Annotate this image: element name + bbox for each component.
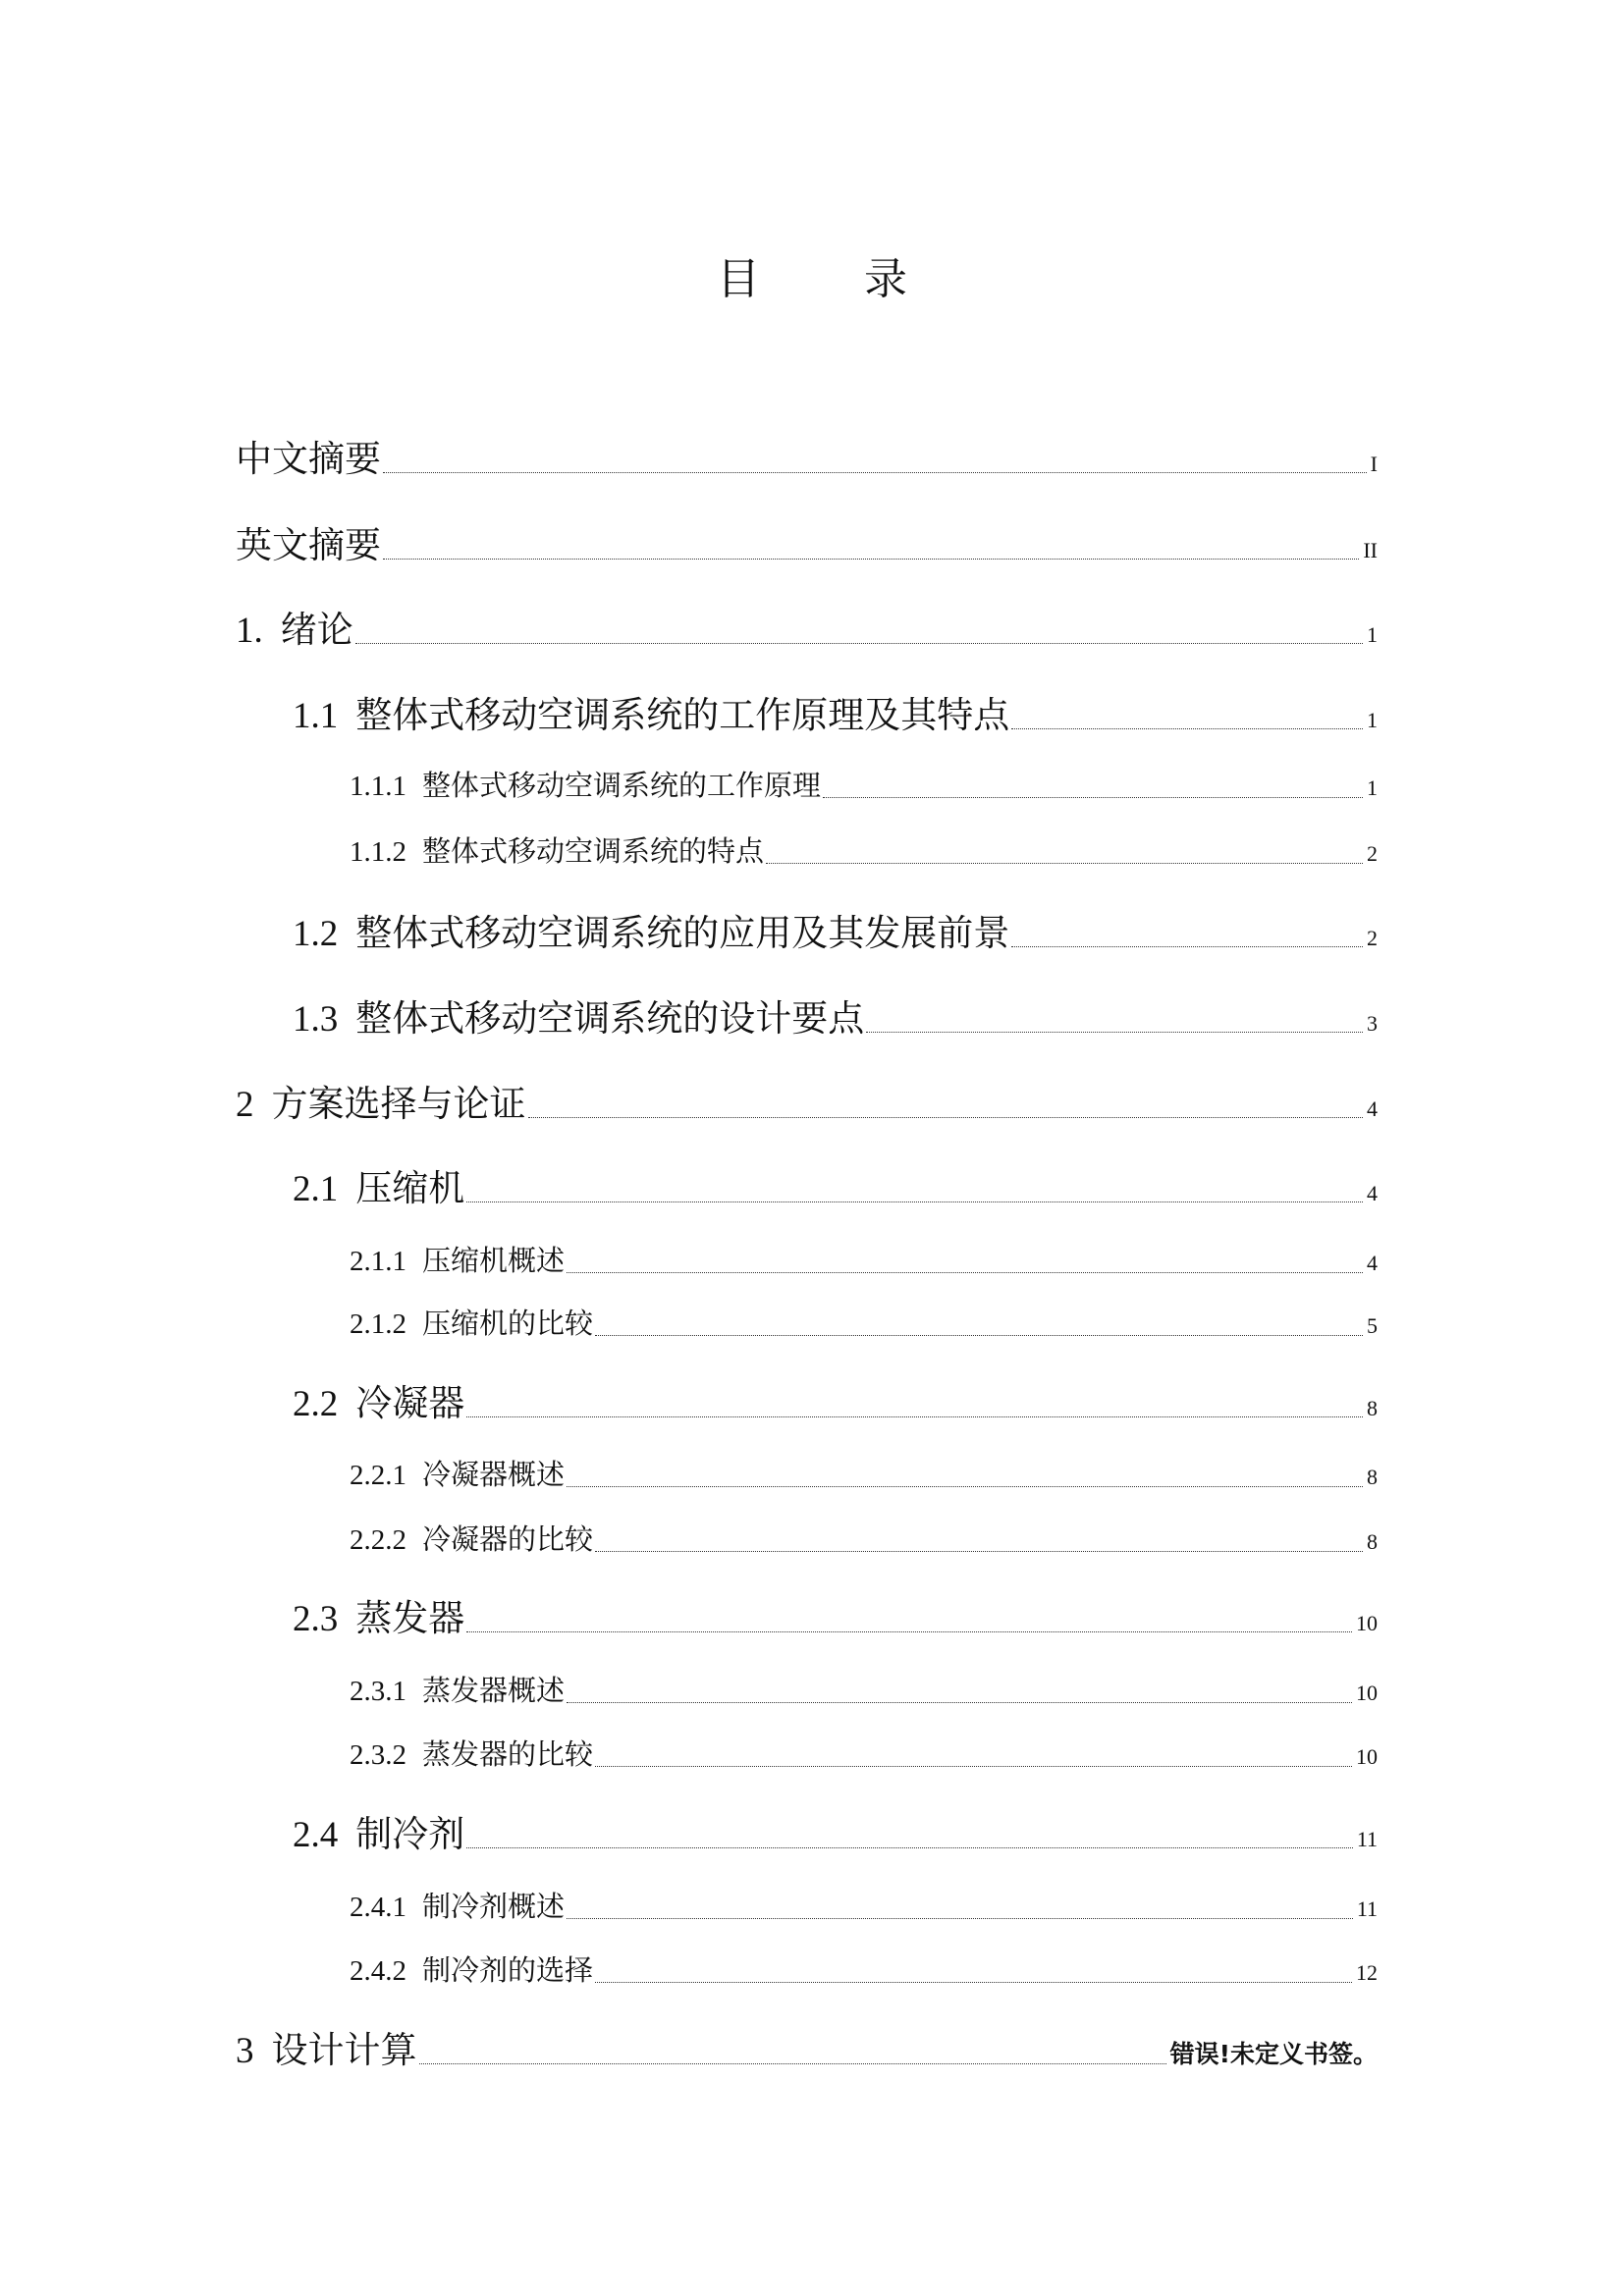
toc-entry-page-number: 10 [1356, 1744, 1378, 1769]
toc-entry-number: 2.2 [293, 1384, 339, 1424]
toc-entry[interactable] [236, 2020, 1378, 2069]
dot-leader [528, 1116, 1364, 1118]
toc-entry[interactable] [350, 1302, 1378, 1341]
toc-entry-number: 1.3 [293, 999, 339, 1040]
toc-entry-label: 蒸发器 [355, 1597, 465, 1639]
toc-entry-number: 2.2.2 [350, 1524, 406, 1556]
toc-entry-label: 设计计算 [271, 2029, 417, 2071]
toc-entry-label: 整体式移动空调系统的工作原理 [422, 769, 822, 802]
dot-leader [595, 1550, 1363, 1552]
toc-entry-label: 制冷剂 [355, 1813, 465, 1855]
toc-entry-number: 1.1 [293, 696, 339, 736]
toc-entry-number: 2.1.2 [350, 1308, 406, 1340]
toc-entry[interactable] [236, 429, 1378, 478]
toc-entry[interactable] [350, 764, 1378, 803]
toc-entry-label: 中文摘要 [236, 438, 381, 480]
dot-leader [466, 1415, 1363, 1417]
toc-entry-page-number: 4 [1367, 1251, 1378, 1275]
toc-entry-page-number: 8 [1367, 1396, 1378, 1420]
dot-leader [866, 1031, 1363, 1033]
toc-entry-page-number: 8 [1367, 1465, 1378, 1489]
toc-entry-page-number: 8 [1367, 1529, 1378, 1554]
toc-entry-label: 绪论 [280, 609, 353, 651]
toc-entry-number: 2.4.1 [350, 1892, 406, 1923]
toc-entry-page-number: 2 [1367, 926, 1378, 950]
toc-entry-page-number: 1 [1367, 775, 1378, 800]
toc-entry-number: 2.4.2 [350, 1955, 406, 1987]
dot-leader [595, 1981, 1352, 1983]
toc-entry[interactable] [350, 1885, 1378, 1924]
dot-leader [766, 862, 1363, 864]
toc-entry[interactable] [350, 1733, 1378, 1772]
toc-entry-label: 方案选择与论证 [271, 1083, 526, 1125]
dot-leader [595, 1334, 1363, 1336]
dot-leader [383, 471, 1367, 473]
toc-entry-page-number: 错误!未定义书签。 [1169, 2040, 1378, 2068]
dot-leader [355, 642, 1363, 644]
toc-entry-page-number: 1 [1367, 708, 1378, 732]
toc-entry-page-number: 11 [1356, 1827, 1378, 1851]
toc-entry-label: 制冷剂概述 [422, 1890, 566, 1923]
dot-leader [567, 1701, 1352, 1703]
dot-leader [595, 1765, 1352, 1767]
toc-entry[interactable] [350, 1518, 1378, 1557]
toc-entry-number: 2.3.2 [350, 1739, 406, 1771]
toc-entry-page-number: 12 [1356, 1960, 1378, 1985]
toc-entry[interactable] [236, 1074, 1378, 1123]
toc-entry-page-number: I [1370, 452, 1378, 476]
toc-entry[interactable] [293, 1804, 1378, 1853]
toc-entry[interactable] [293, 685, 1378, 734]
toc-entry[interactable] [350, 1949, 1378, 1988]
toc-entry-page-number: 4 [1367, 1096, 1378, 1121]
toc-entry-page-number: 10 [1356, 1681, 1378, 1705]
toc-entry-label: 整体式移动空调系统的特点 [422, 834, 765, 868]
toc-entry-number: 1.2 [293, 914, 339, 954]
page-title: 目 录 [717, 254, 952, 304]
toc-entry-page-number: 2 [1367, 841, 1378, 866]
toc-entry[interactable] [293, 1373, 1378, 1422]
toc-entry-page-number: 10 [1356, 1611, 1378, 1635]
toc-entry-page-number: 3 [1367, 1011, 1378, 1036]
toc-entry[interactable] [236, 515, 1378, 564]
toc-entry-label: 压缩机的比较 [422, 1307, 594, 1340]
dot-leader [466, 1201, 1363, 1202]
dot-leader [567, 1485, 1363, 1487]
toc-entry-number: 2.3.1 [350, 1676, 406, 1707]
toc-entry[interactable] [350, 829, 1378, 869]
toc-entry-page-number: 1 [1367, 622, 1378, 647]
toc-entry-label: 英文摘要 [236, 524, 381, 566]
toc-entry-number: 2.1 [293, 1169, 339, 1209]
dot-leader [466, 1846, 1353, 1848]
toc-entry-number: 2 [236, 1085, 254, 1125]
dot-leader [567, 1917, 1353, 1919]
toc-entry-label: 整体式移动空调系统的设计要点 [355, 997, 865, 1040]
toc-entry[interactable] [236, 600, 1378, 649]
toc-entry-number: 2.1.1 [350, 1246, 406, 1277]
dot-leader [383, 558, 1359, 560]
dot-leader [1011, 945, 1363, 947]
toc-entry[interactable] [293, 1588, 1378, 1637]
toc-entry-label: 冷凝器 [355, 1382, 465, 1424]
toc-entry-label: 冷凝器概述 [422, 1458, 566, 1491]
toc-entry[interactable] [350, 1453, 1378, 1492]
toc-entry[interactable] [293, 988, 1378, 1038]
toc-entry-number: 1.1.2 [350, 836, 406, 868]
toc-entry[interactable] [350, 1669, 1378, 1708]
toc-entry-number: 1. [236, 611, 263, 651]
toc-entry-label: 制冷剂的选择 [422, 1953, 594, 1987]
dot-leader [823, 796, 1363, 798]
toc-entry-label: 压缩机概述 [422, 1244, 566, 1277]
dot-leader [1011, 727, 1363, 729]
toc-entry-page-number: 4 [1367, 1181, 1378, 1205]
toc-entry-page-number: 11 [1356, 1896, 1378, 1921]
toc-entry-label: 冷凝器的比较 [422, 1522, 594, 1556]
toc-entry[interactable] [350, 1239, 1378, 1278]
toc-entry-number: 1.1.1 [350, 771, 406, 802]
toc-entry-label: 蒸发器的比较 [422, 1737, 594, 1771]
toc-entry-label: 压缩机 [355, 1167, 465, 1209]
toc-entry-number: 2.2.1 [350, 1460, 406, 1491]
toc-entry[interactable] [293, 1158, 1378, 1207]
toc-entry-page-number: II [1363, 538, 1378, 562]
toc-entry-number: 3 [236, 2031, 254, 2071]
toc-entry-number: 2.3 [293, 1599, 339, 1639]
toc-entry-label: 整体式移动空调系统的应用及其发展前景 [355, 912, 1010, 954]
toc-entry-label: 蒸发器概述 [422, 1674, 566, 1707]
dot-leader [466, 1630, 1352, 1632]
dot-leader [567, 1271, 1363, 1273]
toc-entry-number: 2.4 [293, 1815, 339, 1855]
toc-entry-page-number: 5 [1367, 1313, 1378, 1338]
toc-entry[interactable] [293, 903, 1378, 952]
dot-leader [419, 2062, 1166, 2064]
toc-entry-label: 整体式移动空调系统的工作原理及其特点 [355, 694, 1010, 736]
